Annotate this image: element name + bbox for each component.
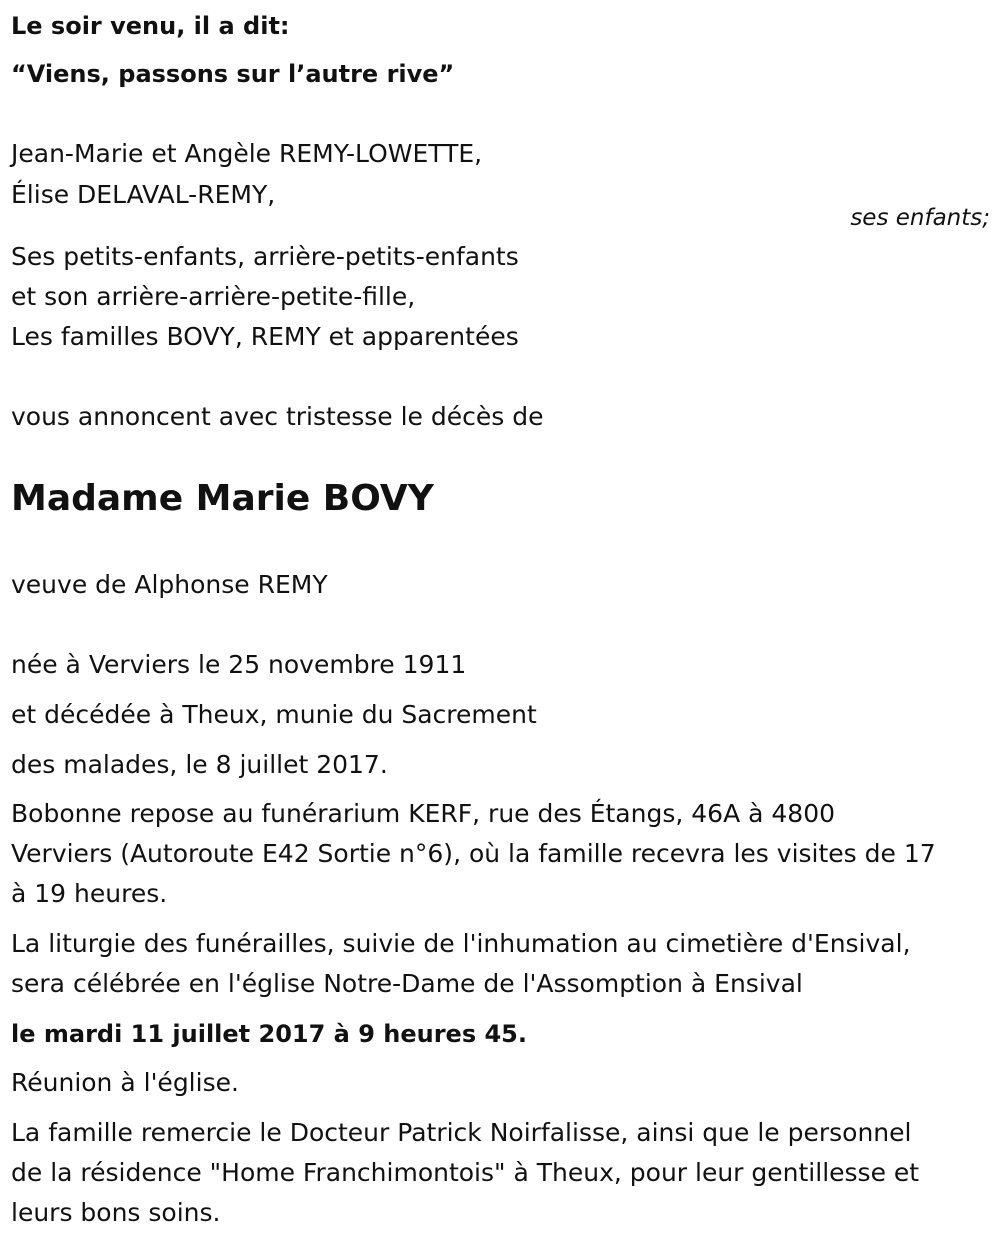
thanks-line-3: leurs bons soins. xyxy=(11,1198,221,1227)
children-line-2: Élise DELAVAL-REMY, xyxy=(11,180,276,209)
children-role: ses enfants; xyxy=(850,205,990,231)
death-info-line-1: et décédée à Theux, munie du Sacrement xyxy=(11,700,537,729)
widow-of: veuve de Alphonse REMY xyxy=(11,570,328,599)
liturgy-line-2: sera célébrée en l'église Notre-Dame de l'Assomption à Ensival xyxy=(11,969,803,998)
announcement: vous annoncent avec tristesse le décès de xyxy=(11,402,544,431)
funeral-date-time: le mardi 11 juillet 2017 à 9 heures 45. xyxy=(11,1020,527,1048)
thanks-line-1: La famille remercie le Docteur Patrick Noirfalisse, ainsi que le personnel xyxy=(11,1118,912,1147)
family-line-3: Les familles BOVY, REMY et apparentées xyxy=(11,322,519,351)
visitation-line-2: Verviers (Autoroute E42 Sortie n°6), où la famille recevra les visites de 17 xyxy=(11,839,936,868)
epigraph-line-2: “Viens, passons sur l’autre rive” xyxy=(11,60,455,88)
birth-info: née à Verviers le 25 novembre 1911 xyxy=(11,650,467,679)
thanks-line-2: de la résidence "Home Franchimontois" à Theux, pour leur gentillesse et xyxy=(11,1158,920,1187)
visitation-line-3: à 19 heures. xyxy=(11,879,168,908)
deceased-name: Madame Marie BOVY xyxy=(11,478,434,519)
children-line-1: Jean-Marie et Angèle REMY-LOWETTE, xyxy=(11,139,483,168)
epigraph-line-1: Le soir venu, il a dit: xyxy=(11,12,290,40)
visitation-line-1: Bobonne repose au funérarium KERF, rue des Étangs, 46A à 4800 xyxy=(11,799,836,828)
liturgy-line-1: La liturgie des funérailles, suivie de l'inhumation au cimetière d'Ensival, xyxy=(11,929,911,958)
family-line-2: et son arrière-arrière-petite-fille, xyxy=(11,282,416,311)
meeting-place: Réunion à l'église. xyxy=(11,1068,239,1097)
death-info-line-2: des malades, le 8 juillet 2017. xyxy=(11,750,388,779)
family-line-1: Ses petits-enfants, arrière-petits-enfants xyxy=(11,242,519,271)
